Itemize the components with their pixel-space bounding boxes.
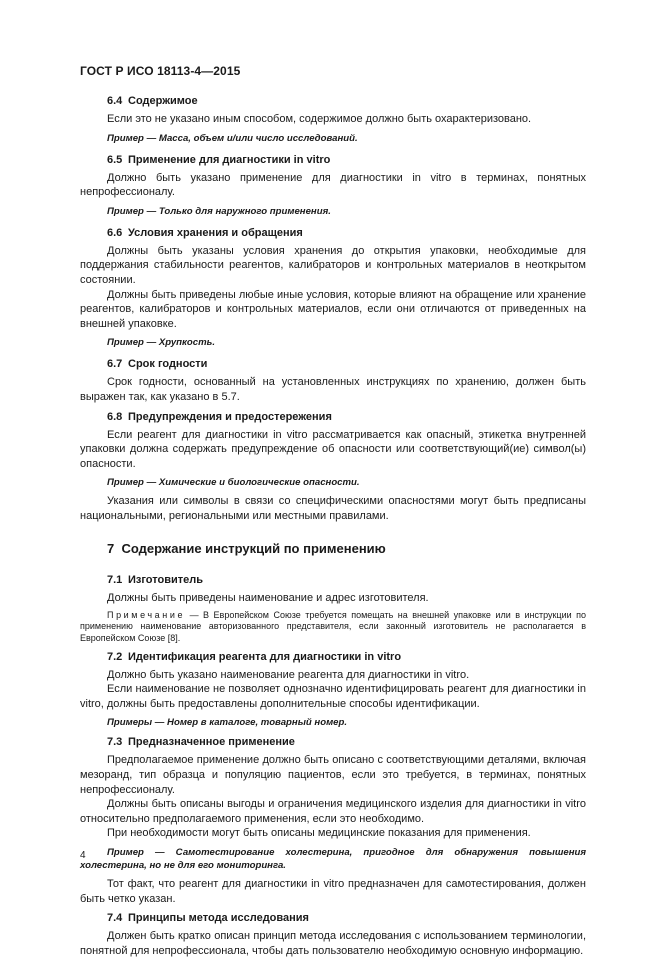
heading-title: Идентификация реагента для диагностики in vitro	[128, 650, 402, 663]
paragraph: Тот факт, что реагент для диагностики in vitro предназначен для самотестирования, должен быть четко указан.	[80, 878, 586, 905]
paragraph: Срок годности, основанный на установленных инструкциях по хранению, должен быть выражен так, как указано в 5.7.	[80, 376, 586, 403]
section-number: 7	[107, 540, 115, 556]
heading-title: Принципы метода исследования	[128, 912, 309, 925]
heading-number: 7.2	[107, 650, 123, 663]
heading-number: 6.6	[107, 226, 123, 239]
document-header: ГОСТ Р ИСО 18113-4—2015	[80, 64, 241, 78]
paragraph: Если это не указано иным способом, содержимое должно быть охарактеризовано.	[107, 113, 532, 125]
heading-7-3	[80, 734, 586, 750]
heading-title: Срок годности	[128, 358, 208, 371]
heading-6-7	[80, 356, 586, 372]
heading-6-5	[80, 152, 586, 168]
note	[80, 610, 586, 644]
heading-title: Содержимое	[128, 95, 198, 107]
example: Пример — Только для наружного применения.	[107, 205, 331, 217]
paragraph: Должно быть указано применение для диагностики in vitro в терминах, понятных непрофессионалу.	[80, 171, 586, 199]
heading-title: Предназначенное применение	[128, 736, 295, 749]
paragraph: Если наименование не позволяет однозначно идентифицировать реагент для диагностики in vitro, должны быть предоставлены дополнительные способы идентификации.	[80, 683, 586, 710]
heading-title: Предупреждения и предостережения	[128, 410, 332, 423]
section-title: Содержание инструкций по применению	[121, 540, 386, 556]
paragraph: При необходимости могут быть описаны медицинские показания для применения.	[107, 827, 531, 840]
paragraph: Должны быть приведены наименование и адрес изготовителя.	[107, 591, 429, 604]
paragraph: Должен быть кратко описан принцип метода исследования с использованием терминологии, понятной для непрофессионала, чтобы дать пользователю необходимую основную информацию.	[80, 930, 586, 957]
heading-number: 6.8	[107, 410, 123, 423]
heading-number: 7.1	[107, 573, 123, 586]
paragraph: Должно быть указано наименование реагента для диагностики in vitro.	[107, 668, 470, 681]
example: Пример — Хрупкость.	[107, 337, 215, 349]
heading-title: Применение для диагностики in vitro	[128, 153, 331, 166]
heading-6-6	[80, 225, 586, 241]
heading-7-4	[80, 910, 586, 926]
heading-6-8	[80, 409, 586, 425]
paragraph: Предполагаемое применение должно быть описано с соответствующими деталями, включая мезоранд, тип образца и популяцию пациентов, если это требуется, в терминах, понятных непрофессионалу.	[80, 754, 586, 796]
document-body	[80, 93, 586, 958]
example: Примеры — Номер в каталоге, товарный номер.	[107, 717, 348, 729]
heading-number: 6.7	[107, 358, 123, 371]
example: Пример — Химические и биологические опасности.	[107, 477, 360, 489]
heading-number: 6.5	[107, 153, 123, 166]
note-text: — В Европейском Союзе требуется помещать на внешней упаковке или в инструкции по применению наименование авторизованного представителя, если законный изготовитель не располагается в Европейском Союзе [8].	[80, 610, 586, 643]
section-7-heading	[80, 540, 586, 558]
heading-7-1	[80, 572, 586, 588]
example: Пример — Масса, объем и/или число исследований.	[107, 132, 358, 144]
heading-number: 6.4	[107, 95, 123, 107]
paragraph: Должны быть приведены любые иные условия, которые влияют на обращение или хранение реагентов, калибраторов и контрольных материалов, если они отличаются от приведенных на внешней упаковке.	[80, 288, 586, 330]
note-label: Примечание	[107, 610, 186, 621]
paragraph: Должны быть описаны выгоды и ограничения медицинского изделия для диагностики in vitro относительно предполагаемого применения, если это необходимо.	[80, 798, 586, 825]
heading-number: 7.4	[107, 912, 123, 925]
paragraph: Указания или символы в связи со специфическими опасностями могут быть предписаны национальными, региональными или местными правилами.	[80, 495, 586, 522]
heading-7-2	[80, 649, 586, 665]
paragraph: Если реагент для диагностики in vitro рассматривается как опасный, этикетка внутренней упаковки должна содержать предупреждение об опасности или соответствующий(ие) символ(ы) опасности.	[80, 428, 586, 470]
heading-number: 7.3	[107, 736, 123, 749]
paragraph: Должны быть указаны условия хранения до открытия упаковки, необходимые для поддержания стабильности реагентов, калибраторов и контрольных материалов в неоткрытом состоянии.	[80, 244, 586, 286]
heading-title: Изготовитель	[128, 573, 203, 586]
page-number: 4	[80, 850, 86, 861]
heading-6-4	[80, 93, 586, 109]
example: Пример — Самотестирование холестерина, пригодное для обнаружения повышения холестерина, но не для его мониторинга.	[80, 847, 586, 872]
heading-title: Условия хранения и обращения	[128, 226, 303, 239]
